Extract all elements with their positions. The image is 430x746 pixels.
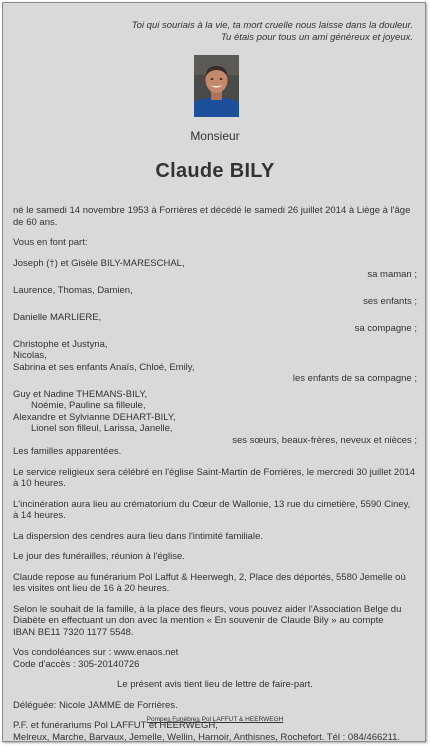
donation-line: Selon le souhait de la famille, à la place des fleurs, vous pouvez aider l'Association Belge du bbox=[13, 603, 402, 615]
partner-children-line: Sabrina et ses enfants Anaïs, Chloé, Emily, bbox=[13, 361, 195, 373]
parents-names: Joseph (†) et Gisèle BILY-MARESCHAL, bbox=[13, 257, 185, 269]
partner-role: sa compagne ; bbox=[354, 323, 417, 334]
deceased-name: Claude BILY bbox=[155, 160, 275, 182]
epitaph-quote bbox=[132, 20, 413, 44]
partner-name: Danielle MARLIERE, bbox=[13, 311, 102, 323]
partner-children-role: les enfants de sa compagne ; bbox=[292, 373, 417, 384]
siblings-line: Lionel son filleul, Larissa, Janelle, bbox=[31, 423, 173, 434]
donation-line: IBAN BE11 7320 1177 5548. bbox=[13, 626, 134, 638]
quote-line-2: Tu étais pour tous un ami généreux et joyeux. bbox=[220, 32, 413, 43]
condolences-site: Vos condoléances sur : www.enaos.net bbox=[13, 647, 179, 658]
birth-death-statement: né le samedi 14 novembre 1953 à Forrières et décédé le samedi 26 juillet 2014 à Liège à l'âge de 60 ans. bbox=[13, 205, 411, 228]
partner-children-line: Nicolas, bbox=[13, 350, 47, 361]
siblings-line: Guy et Nadine THEMANS-BILY, bbox=[13, 388, 148, 400]
portrait-image bbox=[194, 55, 239, 117]
condolences-access-code: Code d'accès : 305-20140726 bbox=[13, 658, 140, 670]
funeral-home-link[interactable]: Pompes Funèbres Pol LAFFUT & HEERWEGH bbox=[146, 716, 284, 723]
delegate-info: Déléguée: Nicole JAMME de Forrières. bbox=[13, 699, 178, 711]
incineration-info: L'incinération aura lieu au crématorium du Cœur de Wallonie, 13 rue du cimetière, 5590 Ciney, à 14 heures. bbox=[13, 498, 411, 521]
announcers-intro: Vous en font part: bbox=[13, 237, 88, 248]
related-families: Les familles apparentées. bbox=[13, 446, 122, 457]
portrait-photo bbox=[194, 55, 239, 117]
parents-role: sa maman ; bbox=[367, 269, 417, 280]
honorific-title: Monsieur bbox=[190, 129, 240, 143]
religious-service: Le service religieux sera célébré en l'église Saint-Martin de Forrières, le mercredi 30 juillet 2014 à 10 heures. bbox=[13, 466, 416, 489]
notice-statement: Le présent avis tient lieu de lettre de faire-part. bbox=[117, 679, 313, 690]
siblings-line: Noémie, Pauline sa filleule, bbox=[31, 400, 146, 411]
children-role: ses enfants ; bbox=[363, 296, 417, 307]
funeral-home-locations: Melreux, Marche, Barvaux, Jemelle, Wellin, Harnoir, Anthisnes, Rochefort. Tél : 084/466211. bbox=[13, 731, 401, 743]
siblings-role: ses sœurs, beaux-frères, neveux et nièces ; bbox=[232, 434, 417, 446]
obituary-card bbox=[2, 2, 426, 742]
ashes-dispersal: La dispersion des cendres aura lieu dans l'intimité familiale. bbox=[13, 530, 264, 542]
donation-line: Diabète en effectuant un don avec la mention « En souvenir de Claude Bily » au compte bbox=[13, 615, 384, 626]
children-names: Laurence, Thomas, Damien, bbox=[13, 284, 133, 296]
obituary-text bbox=[13, 205, 417, 743]
funerarium-visits: Claude repose au funérarium Pol Laffut & Heerwegh, 2, Place des déportés, 5580 Jemelle où les visites ont lieu de 16 à 20 heures. bbox=[13, 571, 406, 594]
funeral-reunion: Le jour des funérailles, réunion à l'église. bbox=[13, 551, 185, 562]
partner-children-line: Christophe et Justyna, bbox=[13, 338, 108, 350]
funeral-home-name: P.F. et funérariums Pol LAFFUT et HEERWEGH, bbox=[13, 720, 218, 731]
siblings-line: Alexandre et Sylvianne DEHART-BILY, bbox=[13, 411, 176, 423]
quote-line-1: Toi qui souriais à la vie, ta mort cruelle nous laisse dans la douleur. bbox=[131, 20, 413, 31]
